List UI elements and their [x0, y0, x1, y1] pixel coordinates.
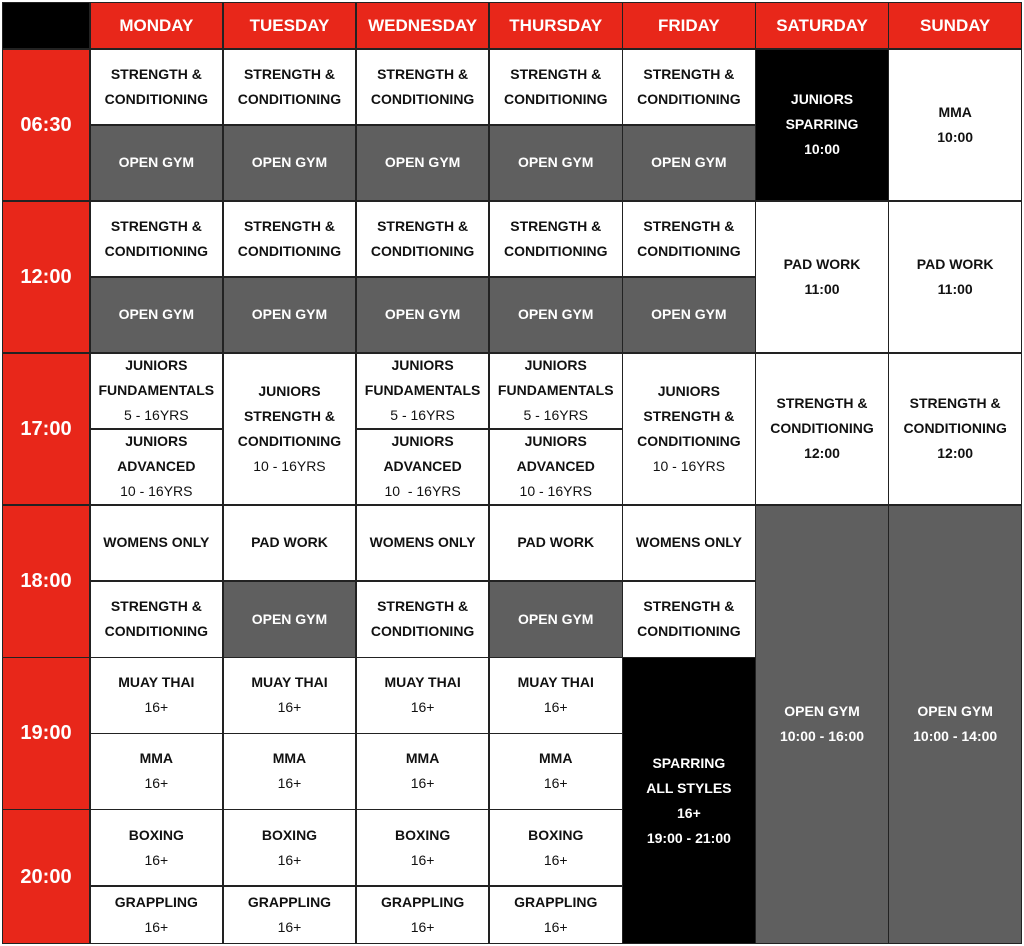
class-line: CONDITIONING [237, 242, 342, 259]
class-line: GRAPPLING [380, 893, 465, 910]
day-header-tuesday: TUESDAY [224, 3, 356, 48]
class-age: 16+ [410, 851, 435, 868]
class-mma [224, 734, 356, 809]
class-line: MUAY THAI [517, 674, 594, 691]
class-pad-work [756, 202, 888, 353]
day-header-friday: FRIDAY [623, 3, 755, 48]
class-age: 16+ [144, 775, 169, 792]
class-juniors-fundamentals [357, 354, 489, 429]
class-line: CONDITIONING [104, 90, 209, 107]
class-time: 10:00 [937, 128, 974, 145]
class-line: MUAY THAI [384, 674, 461, 691]
class-line: JUNIORS [125, 357, 188, 374]
class-open-gym [224, 278, 356, 353]
class-line: OPEN GYM [651, 306, 727, 323]
class-muay-thai [224, 658, 356, 733]
class-line: OPEN GYM [518, 154, 594, 171]
class-line: BOXING [261, 826, 318, 843]
class-time: 10:00 [804, 141, 840, 158]
class-line: STRENGTH & [510, 65, 602, 82]
class-age: 16+ [144, 851, 169, 868]
class-line: OPEN GYM [917, 703, 993, 720]
class-line: STRENGTH & [510, 217, 602, 234]
class-line: BOXING [128, 826, 184, 843]
class-time: 10:00 - 16:00 [779, 728, 865, 745]
class-age: 10 - 16YRS [120, 483, 193, 500]
class-line: JUNIORS [657, 382, 720, 399]
class-line: OPEN GYM [784, 703, 860, 720]
class-pad-work [224, 506, 356, 581]
class-line: CONDITIONING [637, 242, 741, 259]
class-line: STRENGTH & [643, 407, 735, 424]
class-open-gym [490, 582, 622, 657]
class-line: CONDITIONING [504, 90, 608, 107]
class-line: ADVANCED [516, 458, 595, 475]
class-line: STRENGTH & [243, 407, 335, 424]
class-line: STRENGTH & [377, 65, 469, 82]
class-strength-conditioning [91, 50, 223, 125]
class-sparring-all-styles [623, 658, 755, 943]
class-age: 10 - 16YRS [253, 457, 326, 474]
class-strength-conditioning [91, 582, 223, 657]
class-line: CONDITIONING [104, 242, 209, 259]
class-juniors-fundamentals [91, 354, 223, 429]
class-muay-thai [490, 658, 622, 733]
class-open-gym [623, 278, 755, 353]
class-line: FUNDAMENTALS [98, 382, 215, 399]
class-age: 16+ [543, 775, 568, 792]
day-header-saturday: SATURDAY [756, 3, 888, 48]
class-open-gym [224, 582, 356, 657]
class-age: 16+ [144, 918, 169, 935]
class-age: 16+ [277, 851, 302, 868]
class-pad-work [490, 506, 622, 581]
class-line: ADVANCED [117, 458, 196, 475]
class-juniors-advanced [490, 430, 622, 505]
class-age: 16+ [277, 699, 302, 716]
class-line: STRENGTH & [643, 598, 735, 614]
class-grappling [91, 887, 223, 944]
class-muay-thai [91, 658, 223, 733]
class-juniors-sparring [756, 50, 888, 201]
class-line: MUAY THAI [118, 674, 195, 691]
class-age: 16+ [144, 699, 169, 716]
class-strength-conditioning [623, 582, 755, 657]
class-mma [357, 734, 489, 809]
class-strength-conditioning [357, 582, 489, 657]
class-line: OPEN GYM [384, 154, 461, 171]
class-open-gym [623, 126, 755, 201]
class-boxing [91, 810, 223, 885]
day-header-wednesday: WEDNESDAY [357, 3, 489, 48]
class-line: GRAPPLING [514, 893, 598, 910]
class-age: 5 - 16YRS [523, 407, 589, 424]
class-line: CONDITIONING [637, 432, 741, 449]
class-line: OPEN GYM [118, 306, 195, 323]
class-age: 5 - 16YRS [124, 407, 189, 424]
class-line: MMA [139, 750, 174, 767]
class-age: 5 - 16YRS [390, 407, 455, 424]
class-line: FUNDAMENTALS [497, 382, 614, 399]
class-line: STRENGTH & [110, 65, 202, 82]
class-line: JUNIORS [258, 382, 321, 399]
class-line: STRENGTH & [377, 598, 469, 614]
class-line: JUNIORS [391, 357, 454, 374]
class-strength-conditioning [357, 50, 489, 125]
class-grappling [490, 887, 622, 944]
class-age: 16+ [410, 918, 435, 935]
class-open-gym [357, 126, 489, 201]
class-line: MMA [272, 750, 307, 767]
class-open-gym-saturday [756, 506, 888, 944]
class-line: STRENGTH & [243, 217, 335, 234]
class-age: 16+ [543, 851, 568, 868]
class-strength-conditioning [357, 202, 489, 277]
class-age: 16+ [677, 804, 701, 821]
class-line: GRAPPLING [114, 893, 198, 910]
class-line: CONDITIONING [237, 90, 342, 107]
class-line: PAD WORK [916, 255, 994, 272]
class-strength-conditioning [623, 202, 755, 277]
class-boxing [490, 810, 622, 885]
time-label-2000: 20:00 [3, 810, 89, 943]
class-line: STRENGTH & [243, 65, 335, 82]
class-line: MMA [938, 103, 972, 120]
class-line: CONDITIONING [370, 242, 475, 259]
class-line: OPEN GYM [651, 154, 727, 171]
class-open-gym [224, 126, 356, 201]
corner-cell [3, 3, 89, 48]
class-line: STRENGTH & [776, 395, 868, 412]
class-open-gym-sunday [889, 506, 1021, 944]
class-strength-conditioning [490, 202, 622, 277]
class-line: STRENGTH & [909, 395, 1001, 412]
class-age: 16+ [410, 699, 435, 716]
class-time: 19:00 - 21:00 [646, 829, 731, 846]
class-grappling [357, 887, 489, 944]
class-line: JUNIORS [125, 433, 188, 450]
day-header-sunday: SUNDAY [889, 3, 1021, 48]
gym-timetable [2, 2, 1022, 944]
class-time: 12:00 [804, 445, 840, 462]
class-age: 16+ [543, 699, 568, 716]
class-juniors-strength-conditioning [623, 354, 755, 505]
day-header-monday: MONDAY [91, 3, 223, 48]
class-boxing [357, 810, 489, 885]
class-line: PAD WORK [251, 534, 328, 551]
class-strength-conditioning [889, 354, 1021, 505]
class-line: WOMENS ONLY [369, 534, 476, 551]
class-open-gym [91, 278, 223, 353]
class-juniors-strength-conditioning [224, 354, 356, 505]
class-line: OPEN GYM [518, 610, 594, 627]
class-age: 10 - 16YRS [519, 483, 592, 500]
class-line: CONDITIONING [370, 90, 475, 107]
class-line: OPEN GYM [384, 306, 461, 323]
class-line: OPEN GYM [251, 306, 328, 323]
class-line: MMA [539, 750, 573, 767]
class-muay-thai [357, 658, 489, 733]
class-open-gym [490, 126, 622, 201]
class-line: OPEN GYM [251, 610, 328, 627]
class-line: WOMENS ONLY [635, 534, 742, 551]
class-mma [490, 734, 622, 809]
class-line: JUNIORS [524, 357, 587, 374]
class-line: CONDITIONING [903, 420, 1007, 437]
class-line: BOXING [394, 826, 451, 843]
class-open-gym [490, 278, 622, 353]
class-boxing [224, 810, 356, 885]
class-womens-only [357, 506, 489, 581]
class-line: JUNIORS [391, 433, 454, 450]
class-strength-conditioning [756, 354, 888, 505]
class-strength-conditioning [91, 202, 223, 277]
class-line: STRENGTH & [110, 598, 202, 614]
class-line: GRAPPLING [247, 893, 332, 910]
class-line: OPEN GYM [518, 306, 594, 323]
class-line: STRENGTH & [377, 217, 469, 234]
class-line: JUNIORS [524, 433, 587, 450]
time-label-1800: 18:00 [3, 506, 89, 657]
time-label-1900: 19:00 [3, 658, 89, 809]
class-pad-work [889, 202, 1021, 353]
class-line: MMA [405, 750, 440, 767]
time-label-1700: 17:00 [3, 354, 89, 505]
class-line: SPARRING [785, 116, 859, 133]
time-label-0630: 06:30 [3, 50, 89, 201]
class-line: CONDITIONING [237, 432, 342, 449]
class-line: WOMENS ONLY [103, 534, 210, 551]
class-juniors-advanced [357, 430, 489, 505]
class-time: 11:00 [804, 280, 840, 297]
class-mma [91, 734, 223, 809]
class-womens-only [623, 506, 755, 581]
class-line: PAD WORK [517, 534, 595, 551]
class-line: CONDITIONING [770, 420, 874, 437]
class-line: OPEN GYM [251, 154, 328, 171]
class-line: STRENGTH & [643, 217, 735, 234]
class-strength-conditioning [224, 202, 356, 277]
class-line: CONDITIONING [637, 90, 741, 107]
class-mma [889, 50, 1021, 201]
class-line: STRENGTH & [110, 217, 202, 234]
class-age: 10 - 16YRS [384, 483, 461, 500]
class-womens-only [91, 506, 223, 581]
class-line: CONDITIONING [370, 623, 475, 639]
class-age: 10 - 16YRS [652, 457, 726, 474]
class-age: 16+ [277, 918, 302, 935]
class-line: SPARRING [652, 754, 726, 771]
class-juniors-fundamentals [490, 354, 622, 429]
day-header-thursday: THURSDAY [490, 3, 622, 48]
class-open-gym [357, 278, 489, 353]
class-time: 11:00 [937, 280, 973, 297]
class-line: BOXING [528, 826, 584, 843]
class-line: JUNIORS [790, 91, 854, 108]
class-juniors-advanced [91, 430, 223, 505]
class-open-gym [91, 126, 223, 201]
class-line: PAD WORK [783, 255, 861, 272]
class-strength-conditioning [623, 50, 755, 125]
class-line: FUNDAMENTALS [364, 382, 481, 399]
class-age: 16+ [410, 775, 435, 792]
class-line: CONDITIONING [504, 242, 608, 259]
class-line: CONDITIONING [637, 623, 741, 639]
class-line: CONDITIONING [104, 623, 209, 639]
class-line: ADVANCED [383, 458, 462, 475]
class-age: 16+ [277, 775, 302, 792]
class-time: 10:00 - 14:00 [913, 728, 998, 745]
class-line: ALL STYLES [646, 779, 732, 796]
class-age: 16+ [543, 918, 568, 935]
class-time: 12:00 [937, 445, 974, 462]
class-line: STRENGTH & [643, 65, 735, 82]
time-label-1200: 12:00 [3, 202, 89, 353]
class-grappling [224, 887, 356, 944]
class-line: OPEN GYM [118, 154, 195, 171]
class-strength-conditioning [490, 50, 622, 125]
class-line: MUAY THAI [251, 674, 328, 691]
class-strength-conditioning [224, 50, 356, 125]
